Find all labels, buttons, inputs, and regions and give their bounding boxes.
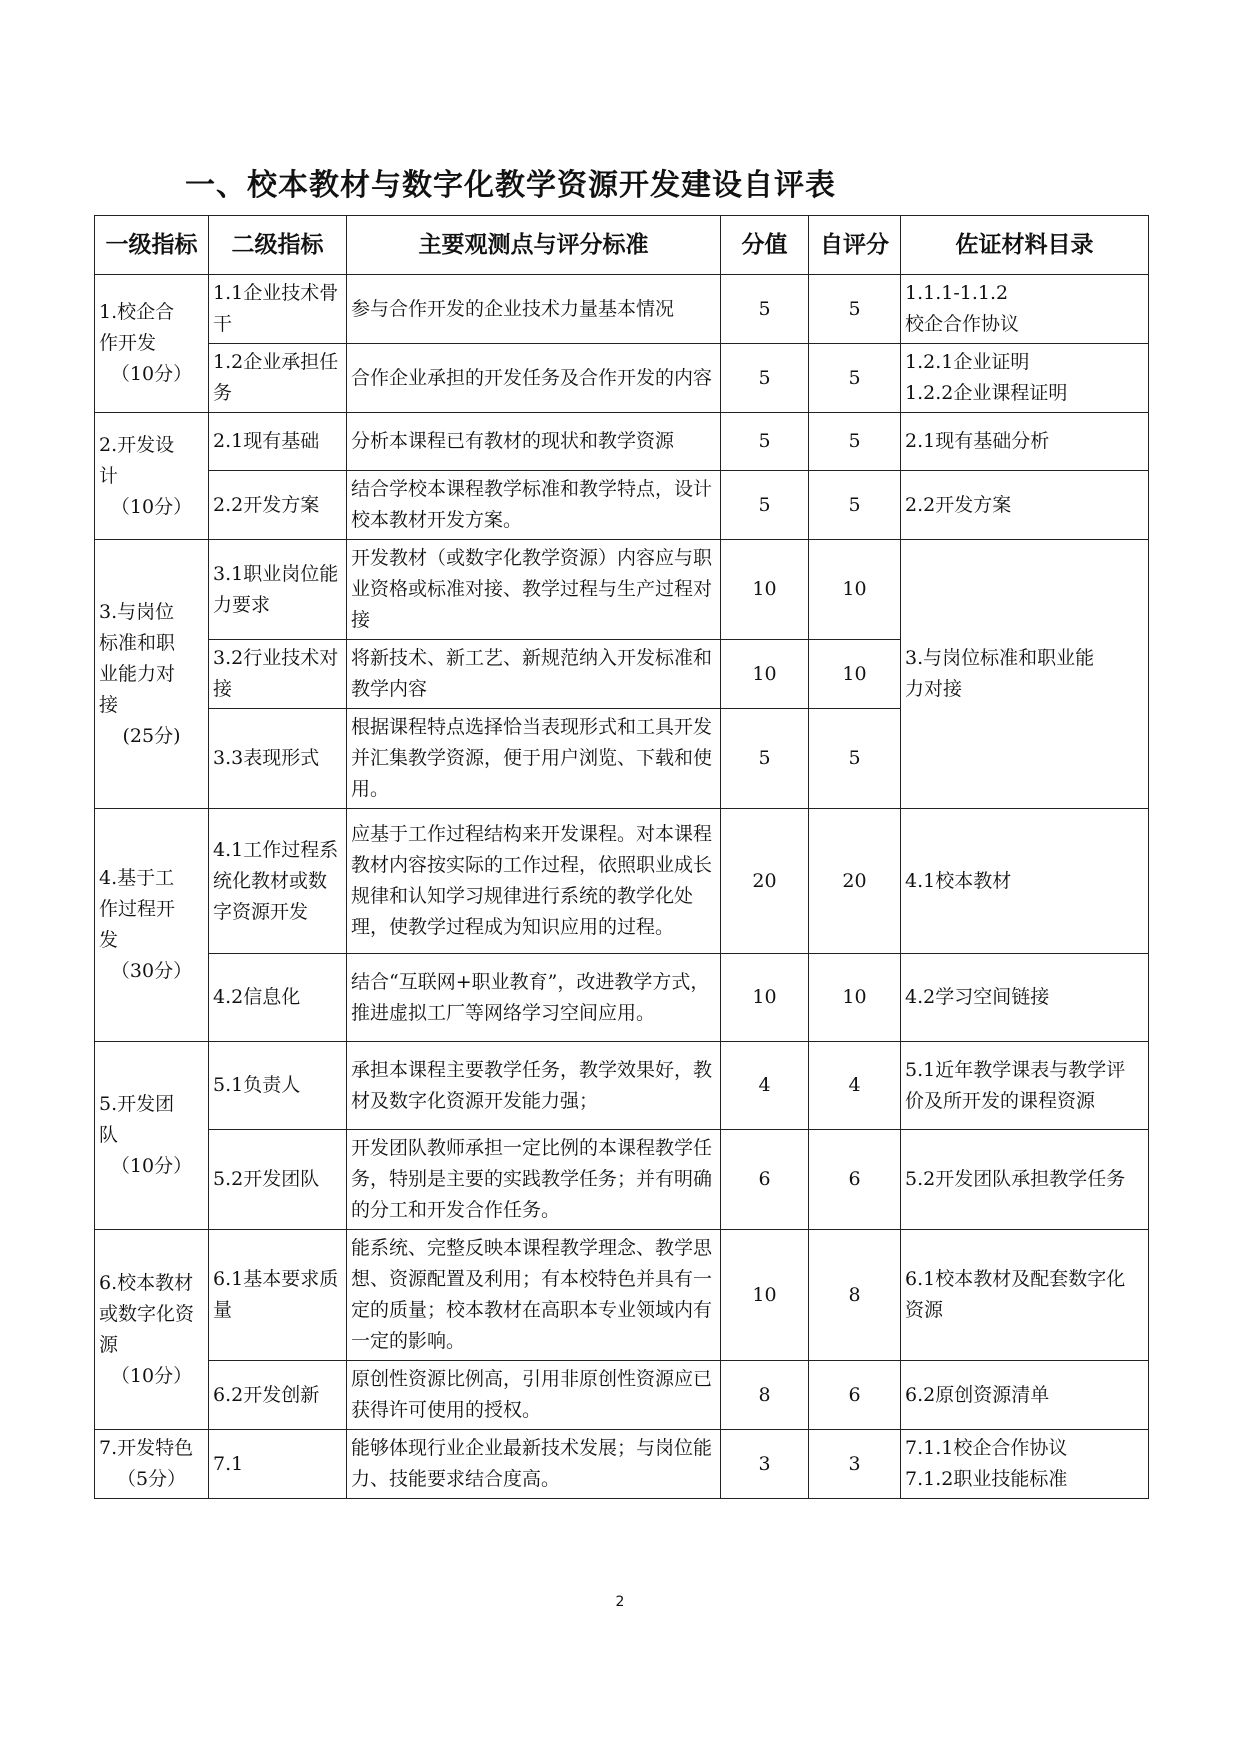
- level1-score-note: (25分): [122, 724, 181, 747]
- level2-indicator-cell: [209, 954, 347, 1042]
- self-score-value: 5: [848, 493, 861, 516]
- table-row: [95, 954, 1149, 1042]
- level1-score-note: （5分）: [116, 1468, 187, 1490]
- header-level2: 二级指标: [209, 216, 347, 275]
- evidence-line: 2.1现有基础分析: [905, 430, 1050, 452]
- level2-indicator-cell: [209, 1130, 347, 1230]
- table-row: [95, 471, 1149, 540]
- criteria-text: 参与合作开发的企业技术力量基本情况: [351, 297, 675, 320]
- criteria-cell: [347, 1230, 721, 1361]
- self-score-cell: [809, 954, 901, 1042]
- evidence-line: 校企合作协议: [905, 313, 1020, 335]
- level2-indicator-cell: [209, 640, 347, 709]
- level2-indicator-cell: [209, 709, 347, 809]
- level1-indicator-line: 6.校本教材: [99, 1271, 194, 1294]
- self-score-cell: [809, 809, 901, 954]
- criteria-cell: [347, 1042, 721, 1130]
- self-score-value: 3: [848, 1452, 861, 1475]
- score-value: 20: [752, 869, 777, 892]
- score-value: 10: [752, 986, 777, 1008]
- level1-score-note: （10分）: [110, 1155, 193, 1177]
- level1-indicator-line: 标准和职: [99, 631, 176, 654]
- self-score-cell: [809, 709, 901, 809]
- score-cell: [721, 640, 809, 709]
- table-row: [95, 1130, 1149, 1230]
- score-cell: [721, 344, 809, 413]
- level2-indicator-text: 1.1企业技术骨干: [213, 282, 339, 335]
- level1-indicator-line: 3.与岗位: [99, 600, 175, 623]
- criteria-text: 根据课程特点选择恰当表现形式和工具开发并汇集教学资源，便于用户浏览、下载和使用。: [351, 716, 713, 800]
- criteria-text: 将新技术、新工艺、新规范纳入开发标准和教学内容: [351, 647, 713, 700]
- evidence-cell: [901, 540, 1149, 809]
- level2-indicator-text: 3.2行业技术对接: [213, 647, 339, 700]
- table-row: [95, 344, 1149, 413]
- level2-indicator-text: 2.1现有基础: [213, 430, 320, 452]
- level2-indicator-text: 1.2企业承担任务: [213, 351, 339, 404]
- score-value: 10: [752, 662, 777, 685]
- table-row: [95, 1042, 1149, 1130]
- level2-indicator-text: 5.2开发团队: [213, 1168, 320, 1190]
- score-value: 10: [752, 578, 777, 600]
- score-cell: [721, 1430, 809, 1499]
- level2-indicator-cell: [209, 1042, 347, 1130]
- level2-indicator-text: 4.2信息化: [213, 986, 301, 1008]
- level1-indicator-cell: [95, 1042, 209, 1230]
- criteria-cell: [347, 709, 721, 809]
- page-title: 一、校本教材与数字化教学资源开发建设自评表: [185, 168, 836, 203]
- self-score-cell: [809, 1430, 901, 1499]
- evidence-line: 6.1校本教材及配套数字化资源: [905, 1268, 1126, 1321]
- evidence-cell: [901, 954, 1149, 1042]
- header-level1: 一级指标: [95, 216, 209, 275]
- level1-indicator-line: 计: [99, 464, 119, 487]
- criteria-cell: [347, 413, 721, 471]
- level1-indicator-cell: [95, 809, 209, 1042]
- level1-indicator-line: 2.开发设: [99, 433, 175, 456]
- score-cell: [721, 540, 809, 640]
- level2-indicator-text: 3.1职业岗位能力要求: [213, 562, 339, 616]
- evidence-line: 4.1校本教材: [905, 869, 1012, 892]
- score-cell: [721, 1130, 809, 1230]
- score-value: 5: [758, 430, 771, 452]
- header-evidence: 佐证材料目录: [901, 216, 1149, 275]
- evidence-line: 1.1.1-1.1.2: [905, 282, 1009, 304]
- criteria-cell: [347, 640, 721, 709]
- criteria-text: 原创性资源比例高，引用非原创性资源应已获得许可使用的授权。: [351, 1368, 713, 1421]
- self-score-cell: [809, 1230, 901, 1361]
- evidence-cell: [901, 471, 1149, 540]
- evidence-line: 1.2.1企业证明: [905, 351, 1030, 373]
- score-value: 4: [758, 1074, 771, 1096]
- evidence-cell: [901, 275, 1149, 344]
- level1-indicator-cell: [95, 1430, 209, 1499]
- score-value: 5: [758, 297, 771, 320]
- level1-indicator-line: 7.开发特色: [99, 1437, 194, 1459]
- level1-indicator-cell: [95, 413, 209, 540]
- self-score-value: 5: [848, 297, 861, 320]
- evidence-line: 3.与岗位标准和职业能: [905, 647, 1095, 669]
- table-row: [95, 413, 1149, 471]
- level2-indicator-text: 6.2开发创新: [213, 1383, 320, 1406]
- evidence-cell: [901, 1130, 1149, 1230]
- level1-score-note: （30分）: [110, 960, 193, 982]
- criteria-text: 合作企业承担的开发任务及合作开发的内容: [351, 366, 713, 389]
- evaluation-table: [94, 215, 1149, 1499]
- self-score-cell: [809, 640, 901, 709]
- evidence-cell: [901, 1361, 1149, 1430]
- self-score-cell: [809, 275, 901, 344]
- criteria-text: 开发教材（或数字化教学资源）内容应与职业资格或标准对接、教学过程与生产过程对接: [351, 547, 713, 631]
- level1-indicator-cell: [95, 275, 209, 413]
- level1-indicator-line: 源: [99, 1333, 119, 1356]
- evidence-line: 5.1近年教学课表与教学评价及所开发的课程资源: [905, 1058, 1126, 1112]
- level1-score-note: （10分）: [110, 495, 193, 518]
- score-value: 6: [758, 1168, 771, 1190]
- score-value: 5: [758, 747, 771, 769]
- criteria-cell: [347, 344, 721, 413]
- level2-indicator-cell: [209, 413, 347, 471]
- criteria-cell: [347, 471, 721, 540]
- criteria-text: 承担本课程主要教学任务，教学效果好，教材及数字化资源开发能力强；: [351, 1058, 713, 1112]
- self-score-value: 4: [848, 1074, 861, 1096]
- criteria-cell: [347, 275, 721, 344]
- criteria-cell: [347, 1130, 721, 1230]
- self-score-cell: [809, 1361, 901, 1430]
- evidence-line: 2.2开发方案: [905, 493, 1012, 516]
- criteria-text: 结合学校本课程教学标准和教学特点，设计校本教材开发方案。: [351, 478, 713, 531]
- score-value: 3: [758, 1452, 771, 1475]
- evidence-line: 7.1.1校企合作协议: [905, 1437, 1068, 1459]
- self-score-value: 10: [842, 578, 867, 600]
- evidence-line: 5.2开发团队承担教学任务: [905, 1168, 1126, 1190]
- evidence-cell: [901, 1042, 1149, 1130]
- level2-indicator-text: 3.3表现形式: [213, 747, 320, 769]
- level1-indicator-line: 作开发: [99, 332, 157, 354]
- level1-indicator-line: 队: [99, 1124, 119, 1146]
- level1-indicator-cell: [95, 1230, 209, 1430]
- table-row: [95, 1230, 1149, 1361]
- level2-indicator-text: 5.1负责人: [213, 1074, 301, 1096]
- criteria-cell: [347, 1430, 721, 1499]
- criteria-text: 应基于工作过程结构来开发课程。对本课程教材内容按实际的工作过程，依照职业成长规律和认知学习规律进行系统的教学化处理，使教学过程成为知识应用的过程。: [351, 823, 713, 938]
- score-cell: [721, 1042, 809, 1130]
- evidence-cell: [901, 1230, 1149, 1361]
- self-score-value: 5: [848, 430, 861, 452]
- criteria-text: 能系统、完整反映本课程教学理念、教学思想、资源配置及利用；有本校特色并具有一定的质量；校本教材在高职本专业领域内有一定的影响。: [351, 1237, 713, 1352]
- evidence-line: 4.2学习空间链接: [905, 986, 1050, 1008]
- level2-indicator-text: 6.1基本要求质量: [213, 1268, 339, 1321]
- level2-indicator-cell: [209, 809, 347, 954]
- level1-indicator-line: 业能力对: [99, 662, 176, 685]
- level2-indicator-cell: [209, 1430, 347, 1499]
- self-score-value: 5: [848, 366, 861, 389]
- score-value: 5: [758, 366, 771, 389]
- score-cell: [721, 709, 809, 809]
- criteria-text: 结合“互联网+职业教育”，改进教学方式，推进虚拟工厂等网络学习空间应用。: [351, 970, 710, 1024]
- criteria-cell: [347, 540, 721, 640]
- criteria-cell: [347, 1361, 721, 1430]
- table-row: [95, 1430, 1149, 1499]
- criteria-cell: [347, 809, 721, 954]
- evidence-cell: [901, 413, 1149, 471]
- level2-indicator-cell: [209, 1361, 347, 1430]
- level2-indicator-text: 7.1: [213, 1452, 244, 1475]
- self-score-value: 20: [842, 869, 867, 892]
- level1-indicator-line: 或数字化资: [99, 1302, 195, 1325]
- level2-indicator-text: 4.1工作过程系统化教材或数字资源开发: [213, 838, 339, 923]
- score-cell: [721, 809, 809, 954]
- table-row: [95, 540, 1149, 640]
- page-number: 2: [615, 1594, 625, 1610]
- self-score-cell: [809, 413, 901, 471]
- header-score: 分值: [721, 216, 809, 275]
- table-row: [95, 275, 1149, 344]
- self-score-value: 6: [848, 1168, 861, 1190]
- self-score-value: 8: [848, 1283, 861, 1306]
- score-cell: [721, 1361, 809, 1430]
- level1-indicator-cell: [95, 540, 209, 809]
- score-cell: [721, 413, 809, 471]
- score-value: 10: [752, 1283, 777, 1306]
- level1-indicator-line: 1.校企合: [99, 301, 175, 323]
- self-score-cell: [809, 344, 901, 413]
- level1-indicator-line: 作过程开: [99, 898, 176, 920]
- level1-indicator-line: 发: [99, 929, 119, 951]
- self-score-value: 5: [848, 747, 861, 769]
- level2-indicator-cell: [209, 471, 347, 540]
- self-score-value: 10: [842, 986, 867, 1008]
- evidence-line: 1.2.2企业课程证明: [905, 382, 1068, 404]
- level1-score-note: （10分）: [110, 1364, 193, 1387]
- score-cell: [721, 954, 809, 1042]
- evidence-cell: [901, 1430, 1149, 1499]
- score-value: 5: [758, 493, 771, 516]
- header-criteria: 主要观测点与评分标准: [347, 216, 721, 275]
- table-header-row: [95, 216, 1149, 275]
- score-value: 8: [758, 1383, 771, 1406]
- criteria-text: 开发团队教师承担一定比例的本课程教学任务，特别是主要的实践教学任务；并有明确的分工和开发合作任务。: [351, 1137, 713, 1221]
- self-score-value: 6: [848, 1383, 861, 1406]
- level1-indicator-line: 接: [99, 693, 119, 716]
- evidence-cell: [901, 344, 1149, 413]
- level2-indicator-cell: [209, 275, 347, 344]
- score-cell: [721, 1230, 809, 1361]
- score-cell: [721, 275, 809, 344]
- header-self-score: 自评分: [809, 216, 901, 275]
- evidence-line: 力对接: [905, 678, 963, 700]
- criteria-cell: [347, 954, 721, 1042]
- evidence-line: 6.2原创资源清单: [905, 1383, 1050, 1406]
- level1-indicator-line: 4.基于工: [99, 867, 175, 889]
- evidence-line: 7.1.2职业技能标准: [905, 1468, 1068, 1490]
- level2-indicator-text: 2.2开发方案: [213, 493, 320, 516]
- level2-indicator-cell: [209, 540, 347, 640]
- self-score-cell: [809, 1042, 901, 1130]
- level1-score-note: （10分）: [110, 363, 193, 385]
- level1-indicator-line: 5.开发团: [99, 1093, 175, 1115]
- self-score-cell: [809, 540, 901, 640]
- table-body: [95, 275, 1149, 1499]
- evidence-cell: [901, 809, 1149, 954]
- level2-indicator-cell: [209, 1230, 347, 1361]
- criteria-text: 能够体现行业企业最新技术发展；与岗位能力、技能要求结合度高。: [351, 1437, 713, 1490]
- level2-indicator-cell: [209, 344, 347, 413]
- table-row: [95, 1361, 1149, 1430]
- table-row: [95, 809, 1149, 954]
- self-score-cell: [809, 1130, 901, 1230]
- score-cell: [721, 471, 809, 540]
- self-score-cell: [809, 471, 901, 540]
- self-score-value: 10: [842, 662, 867, 685]
- criteria-text: 分析本课程已有教材的现状和教学资源: [351, 430, 675, 452]
